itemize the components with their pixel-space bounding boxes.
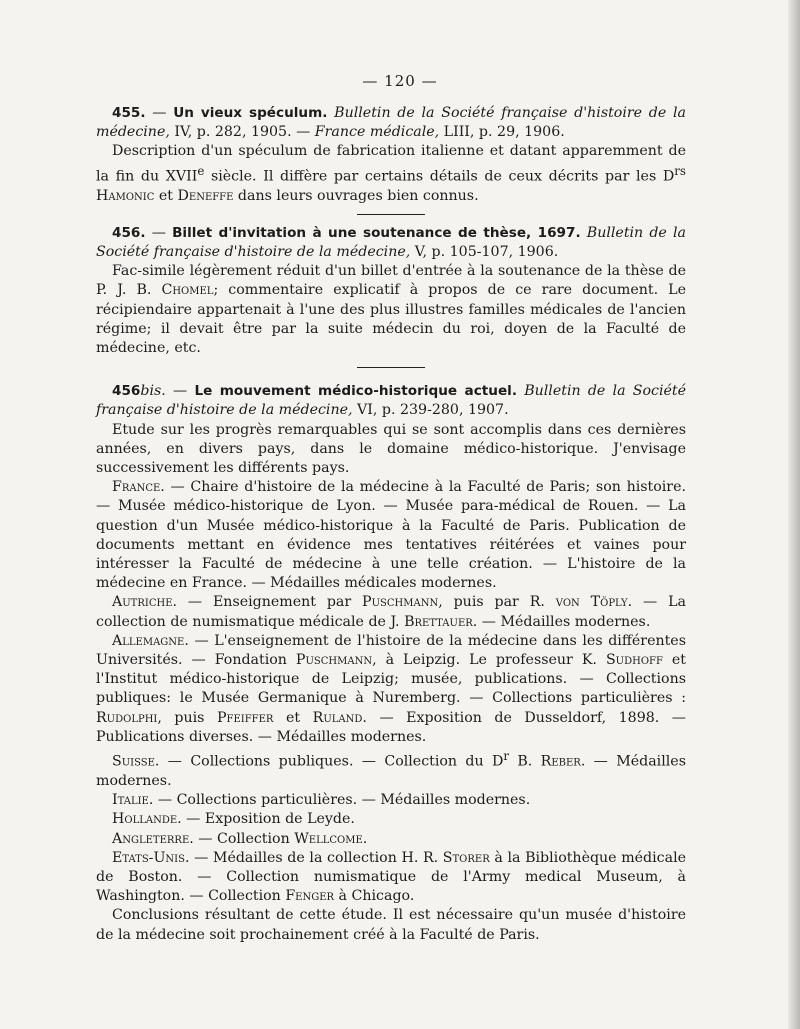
person-name: Sudhoff bbox=[605, 652, 663, 669]
dash: — bbox=[165, 383, 195, 400]
section-text: — Enseignement par bbox=[177, 594, 363, 611]
section-text: et bbox=[273, 709, 313, 726]
reference-details: V, p. 105-107, 1906. bbox=[410, 243, 559, 260]
description-text: ; commentaire explicatif à propos de ce rare document. Le récipiendaire appartenait à l'une des plus illustres familles médicales de l'ancien régime; il devait être par la suite médecin du roi, doyen de la Faculté de médecine, etc. bbox=[96, 282, 686, 356]
entry-number: 456 bbox=[112, 383, 141, 400]
section-text: . — Médailles modernes. bbox=[96, 753, 686, 789]
page-content bbox=[96, 104, 686, 945]
description-text: Fac-simile légèrement réduit d'un billet d'entrée à la soutenance de la thèse de P. J. B. bbox=[96, 263, 686, 299]
author-name: Chomel bbox=[161, 282, 214, 299]
reference-details: IV, p. 282, 1905. — bbox=[169, 124, 315, 141]
reference-details: LIII, p. 29, 1906. bbox=[439, 124, 565, 141]
separator-rule bbox=[357, 367, 425, 368]
section-text: , puis bbox=[157, 709, 217, 726]
superscript: rs bbox=[674, 163, 686, 178]
entry-number: 455. bbox=[112, 105, 146, 121]
person-name: Puschmann bbox=[295, 652, 373, 669]
section-suisse bbox=[96, 747, 686, 791]
dash: — bbox=[145, 224, 173, 241]
description-text: Description d'un spéculum de fabrication italienne et datant apparemment de la fin du XVII bbox=[96, 143, 686, 185]
page-edge-shadow bbox=[788, 0, 800, 1029]
section-angleterre bbox=[96, 830, 686, 849]
section-text: — Collection bbox=[193, 830, 295, 847]
person-name: Rudolphi bbox=[96, 709, 158, 726]
entry-456-description bbox=[96, 262, 686, 358]
section-text: , puis par R. bbox=[438, 594, 556, 611]
section-text: — Collections publiques. — Collection du D bbox=[159, 753, 504, 770]
journal-title: Bulletin de la Société française d'histoire de la médecine, bbox=[96, 105, 686, 141]
person-name: Reber bbox=[540, 753, 581, 770]
page-number: — 120 — bbox=[362, 72, 438, 90]
section-text: — Médailles de la collection H. R. bbox=[189, 849, 443, 866]
person-name: Wellcome bbox=[294, 830, 363, 847]
entry-455-description bbox=[96, 142, 686, 205]
section-hollande bbox=[96, 810, 686, 829]
section-text: — Exposition de Leyde. bbox=[181, 811, 355, 828]
section-autriche bbox=[96, 593, 686, 631]
separator-rule bbox=[357, 214, 425, 215]
reference-details: VI, p. 239-280, 1907. bbox=[352, 402, 509, 419]
section-text: . — Médailles modernes. bbox=[472, 613, 651, 630]
entry-456-heading bbox=[96, 224, 686, 262]
section-text: à Chicago. bbox=[334, 888, 415, 905]
person-name: Puschmann bbox=[362, 594, 439, 611]
country-label: Etats-Unis. bbox=[112, 849, 190, 866]
section-text: — L'enseignement de l'histoire de la médecine dans les différentes Universités. — Fondation bbox=[96, 632, 686, 669]
entry-title: Un vieux spéculum. bbox=[173, 105, 328, 121]
journal-title: Bulletin de la Société française d'histoire de la médecine, bbox=[96, 224, 686, 260]
country-label: Allemagne. bbox=[112, 632, 189, 649]
person-name: Fenger bbox=[285, 888, 335, 905]
section-text: , à Leipzig. Le professeur K. bbox=[372, 652, 606, 669]
person-name: Ruland bbox=[312, 709, 363, 726]
section-text: B. bbox=[509, 753, 541, 770]
section-etats-unis bbox=[96, 849, 686, 907]
entry-455-heading bbox=[96, 104, 686, 142]
person-name: von Töply bbox=[555, 594, 628, 611]
superscript: r bbox=[503, 749, 510, 764]
section-italie bbox=[96, 791, 686, 810]
description-text: siècle. Il diffère par certains détails de ceux décrits par les D bbox=[204, 168, 675, 185]
section-text: . — La collection de numismatique médicale de J. bbox=[96, 594, 687, 630]
journal-title: Bulletin de la Société française d'histoire de la médecine, bbox=[96, 383, 686, 419]
conclusion-paragraph: Conclusions résultant de cette étude. Il est nécessaire qu'un musée d'histoire de la médecine soit prochainement créé à la Faculté de Paris. bbox=[96, 907, 686, 943]
author-name: Deneffe bbox=[177, 187, 234, 204]
section-text: . — Exposition de Dusseldorf, 1898. — Publications diverses. — Médailles modernes. bbox=[96, 709, 686, 745]
section-text: à la Bibliothèque médicale de Boston. — Collection numismatique de l'Army medical Museum, à Washington. — Collection bbox=[96, 849, 687, 905]
country-label: Angleterre. bbox=[112, 830, 194, 847]
country-label: Autriche. bbox=[112, 594, 178, 611]
entry-456-bis-heading bbox=[96, 382, 686, 420]
entry-456-bis-intro: Etude sur les progrès remarquables qui se sont accomplis dans ces dernières années, en divers pays, dans le domaine médico-historique. J'envisage successivement les différents pays. bbox=[96, 421, 686, 476]
description-text: dans leurs ouvrages bien connus. bbox=[233, 187, 479, 204]
section-text: et l'Institut médico-historique de Leipzig; musée, publications. — Collections publiques: le Musée Germanique à Nuremberg. — Collections particulières : bbox=[96, 652, 686, 707]
section-text: — Collections particulières. — Médailles modernes. bbox=[153, 792, 531, 809]
entry-456 bbox=[96, 224, 686, 358]
entry-title: Le mouvement médico-historique actuel. bbox=[194, 383, 517, 400]
person-name: Brettauer bbox=[404, 613, 473, 630]
entry-456-bis bbox=[96, 382, 686, 945]
section-france bbox=[96, 478, 686, 593]
country-label: France. bbox=[112, 479, 165, 496]
country-label: Hollande. bbox=[112, 811, 182, 828]
entry-number: 456. bbox=[112, 224, 146, 241]
section-text: . bbox=[362, 830, 368, 847]
person-name: Storer bbox=[442, 849, 490, 866]
section-allemagne bbox=[96, 632, 686, 747]
person-name: Pfeiffer bbox=[217, 709, 274, 726]
journal-title: France médicale, bbox=[314, 124, 440, 141]
entry-number-suffix: bis. bbox=[140, 383, 166, 400]
country-label: Italie. bbox=[112, 792, 154, 809]
country-label: Suisse. bbox=[112, 753, 160, 770]
description-text: et bbox=[154, 187, 178, 204]
dash: — bbox=[145, 105, 174, 121]
superscript: e bbox=[197, 163, 205, 178]
entry-title: Billet d'invitation à une soutenance de thèse, 1697. bbox=[172, 224, 581, 241]
author-name: Hamonic bbox=[96, 187, 155, 204]
section-text: — Chaire d'histoire de la médecine à la Faculté de Paris; son histoire. — Musée médico-historique de Lyon. — Musée para-médical de Rouen. — La question d'un Musée médico-historique à la Faculté de Paris. Publication de documents mettant en évidence mes tentatives réitérées et vaines pour intéresser la Faculté de médecine à une telle création. — L'histoire de la médecine en France. — Médailles médicales modernes. bbox=[96, 479, 686, 592]
entry-455 bbox=[96, 104, 686, 206]
